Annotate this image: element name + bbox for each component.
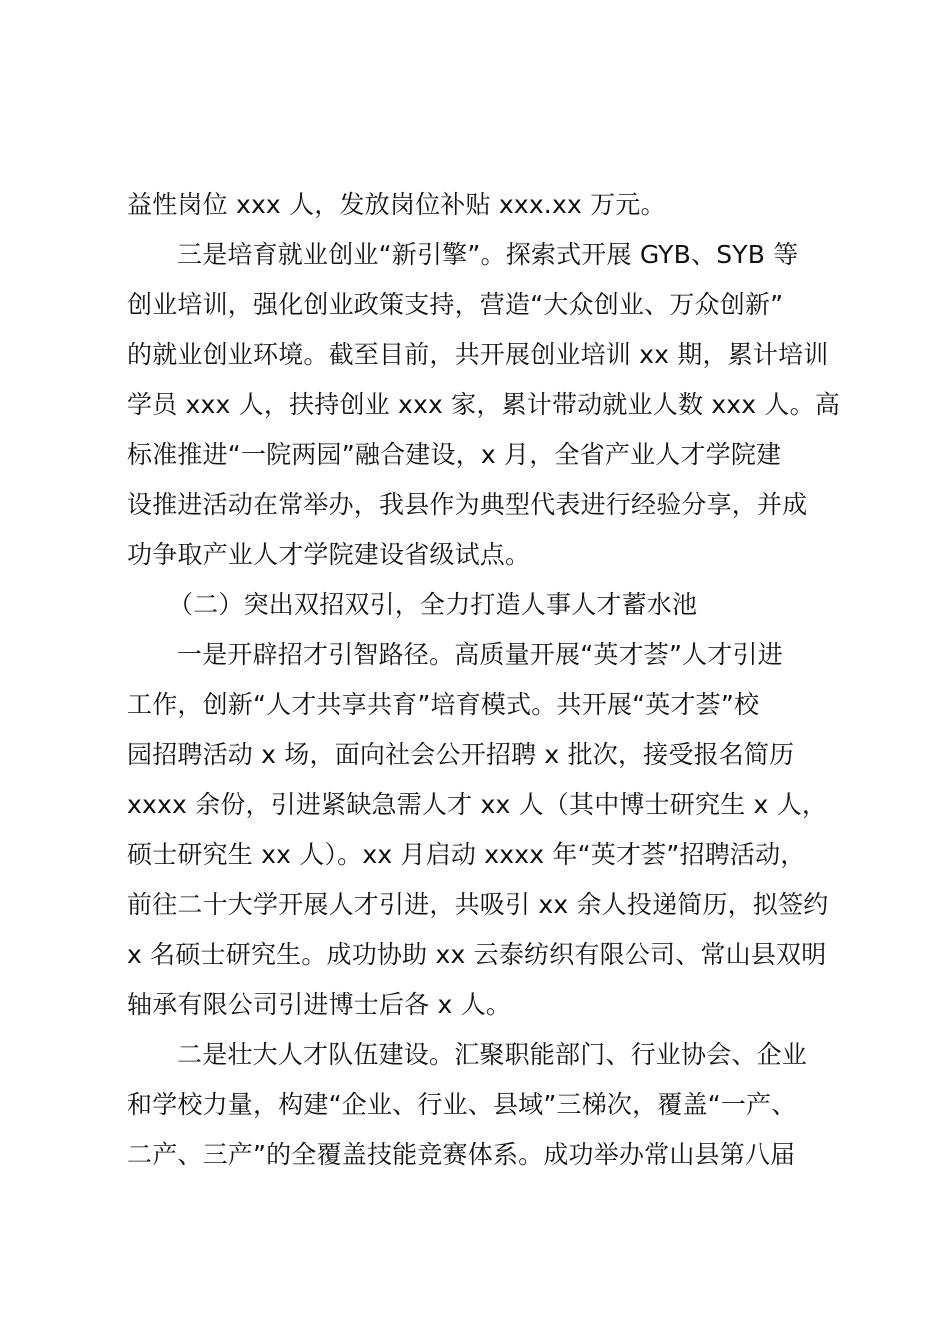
paragraph-line: 二产、三产”的全覆盖技能竞赛体系。成功举办常山县第八届	[127, 1140, 796, 1169]
paragraph-line: 轴承有限公司引进博士后各 x 人。	[127, 990, 512, 1019]
paragraph-line: 硕士研究生 xx 人）。xx 月启动 xxxx 年“英才荟”招聘活动，	[127, 840, 806, 869]
paragraph-line: 工作，创新“人才共享共育”培育模式。共开展“英才荟”校	[127, 690, 760, 719]
paragraph-line: x 名硕士研究生。成功协助 xx 云泰纺织有限公司、常山县双明	[127, 940, 827, 969]
paragraph-line: 设推进活动在常举办，我县作为典型代表进行经验分享，并成	[127, 490, 808, 519]
paragraph-line: 一是开辟招才引智路径。高质量开展“英才荟”人才引进	[177, 640, 783, 669]
paragraph-line: 和学校力量，构建“企业、行业、县域”三梯次，覆盖“一产、	[127, 1090, 797, 1119]
paragraph-line: 二是壮大人才队伍建设。汇聚职能部门、行业协会、企业	[177, 1040, 808, 1069]
paragraph-line: 功争取产业人才学院建设省级试点。	[127, 540, 531, 569]
paragraph-line: 标准推进“一院两园”融合建设，x 月，全省产业人才学院建	[127, 440, 782, 469]
section-heading: （二）突出双招双引，全力打造人事人才蓄水池	[168, 590, 698, 619]
paragraph-line: 三是培育就业创业“新引擎”。探索式开展 GYB、SYB 等	[177, 240, 799, 269]
paragraph-line: 益性岗位 xxx 人，发放岗位补贴 xxx.xx 万元。	[127, 190, 666, 219]
paragraph-line: 创业培训，强化创业政策支持，营造“大众创业、万众创新”	[127, 290, 784, 319]
paragraph-line: 前往二十大学开展人才引进，共吸引 xx 余人投递简历，拟签约	[127, 890, 829, 919]
paragraph-line: 的就业创业环境。截至目前，共开展创业培训 xx 期，累计培训	[127, 340, 829, 369]
paragraph-line: 学员 xxx 人，扶持创业 xxx 家，累计带动就业人数 xxx 人。高	[127, 390, 841, 419]
paragraph-line: 园招聘活动 x 场，面向社会公开招聘 x 批次，接受报名简历	[127, 740, 795, 769]
paragraph-line: xxxx 余份，引进紧缺急需人才 xx 人（其中博士研究生 x 人，	[127, 790, 828, 819]
